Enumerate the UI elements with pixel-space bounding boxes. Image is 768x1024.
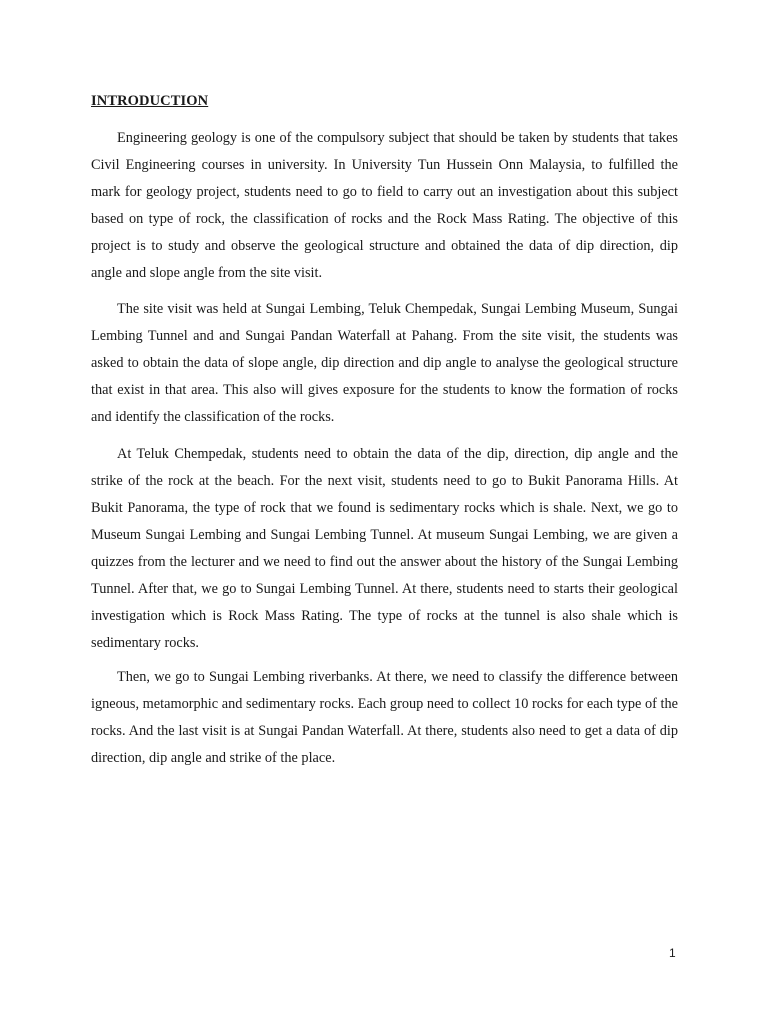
paragraph-3: At Teluk Chempedak, students need to obtain the data of the dip, direction, dip angle and the strike of the rock at the beach. For the next visit, students need to go to Bukit Panorama Hills. At Bukit Panorama, the type of rock that we found is sedimentary rocks which is shale. Next, we go to Museum Sungai Lembing and Sungai Lembing Tunnel. At museum Sungai Lembing, we are given a quizzes from the lecturer and we need to find out the answer about the history of the Sungai Lembing Tunnel. After that, we go to Sungai Lembing Tunnel. At there, students need to starts their geological investigation which is Rock Mass Rating. The type of rocks at the tunnel is also shale which is sedimentary rocks. — [91, 446, 678, 651]
paragraph-1: Engineering geology is one of the compulsory subject that should be taken by students that takes Civil Engineering courses in university. In University Tun Hussein Onn Malaysia, to fulfilled the mark for geology project, students need to go to field to carry out an investigation about this subject based on type of rock, the classification of rocks and the Rock Mass Rating. The objective of this project is to study and observe the geological structure and obtained the data of dip direction, dip angle and slope angle from the site visit. — [91, 130, 678, 281]
page-number: 1 — [669, 946, 676, 960]
section-heading: INTRODUCTION — [91, 93, 209, 109]
paragraph-2: The site visit was held at Sungai Lembing, Teluk Chempedak, Sungai Lembing Museum, Sungai Lembing Tunnel and and Sungai Pandan Waterfall at Pahang. From the site visit, the students was asked to obtain the data of slope angle, dip direction and dip angle to analyse the geological structure that exist in that area. This also will gives exposure for the students to know the formation of rocks and identify the classification of the rocks. — [91, 301, 678, 425]
paragraph-4: Then, we go to Sungai Lembing riverbanks. At there, we need to classify the difference between igneous, metamorphic and sedimentary rocks. Each group need to collect 10 rocks for each type of the rocks. And the last visit is at Sungai Pandan Waterfall. At there, students also need to get a data of dip direction, dip angle and strike of the place. — [91, 669, 678, 766]
